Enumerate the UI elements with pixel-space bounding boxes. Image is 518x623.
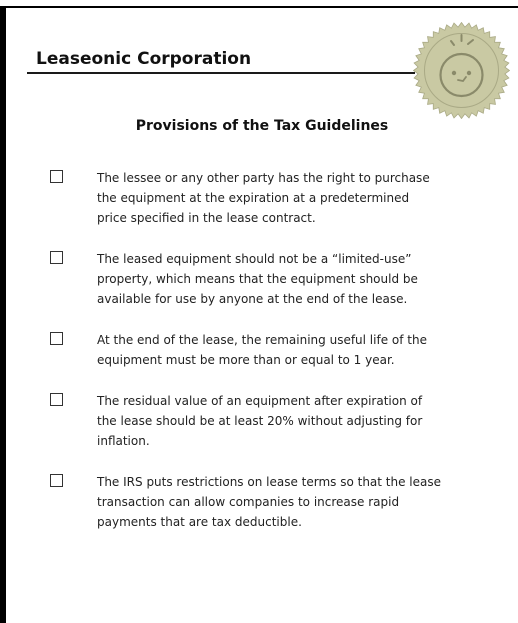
provision-checkbox-5[interactable]: [50, 474, 63, 487]
document-title: Provisions of the Tax Guidelines: [135, 118, 389, 134]
page-frame-top: [0, 6, 518, 8]
provision-text-1: The lessee or any other party has the right to purchase the equipment at the expiration at a predetermined price specified in the lease contract.: [97, 171, 430, 225]
provision-text-5: The IRS puts restrictions on lease terms so that the lease transaction can allow companies to increase rapid payments that are tax deductible.: [97, 475, 442, 529]
provision-text-3: At the end of the lease, the remaining useful life of the equipment must be more than or equal to 1 year.: [97, 333, 427, 367]
provision-text-2: The leased equipment should not be a “limited-use” property, which means that the equipment should be available for use by anyone at the end of the lease.: [97, 252, 418, 306]
page-frame-left: [0, 6, 6, 623]
seal-face-eye-left: [452, 71, 456, 75]
provision-checkbox-3[interactable]: [50, 332, 63, 345]
header-divider: [27, 72, 415, 74]
provision-checkbox-2[interactable]: [50, 251, 63, 264]
provision-text-4: The residual value of an equipment after expiration of the lease should be at least 20% without adjusting for inflation.: [97, 394, 423, 448]
provision-checkbox-4[interactable]: [50, 393, 63, 406]
face-seal-icon: [413, 22, 510, 119]
provision-checkbox-1[interactable]: [50, 170, 63, 183]
seal-face-eye-right: [467, 71, 471, 75]
company-name: Leaseonic Corporation: [36, 49, 252, 69]
